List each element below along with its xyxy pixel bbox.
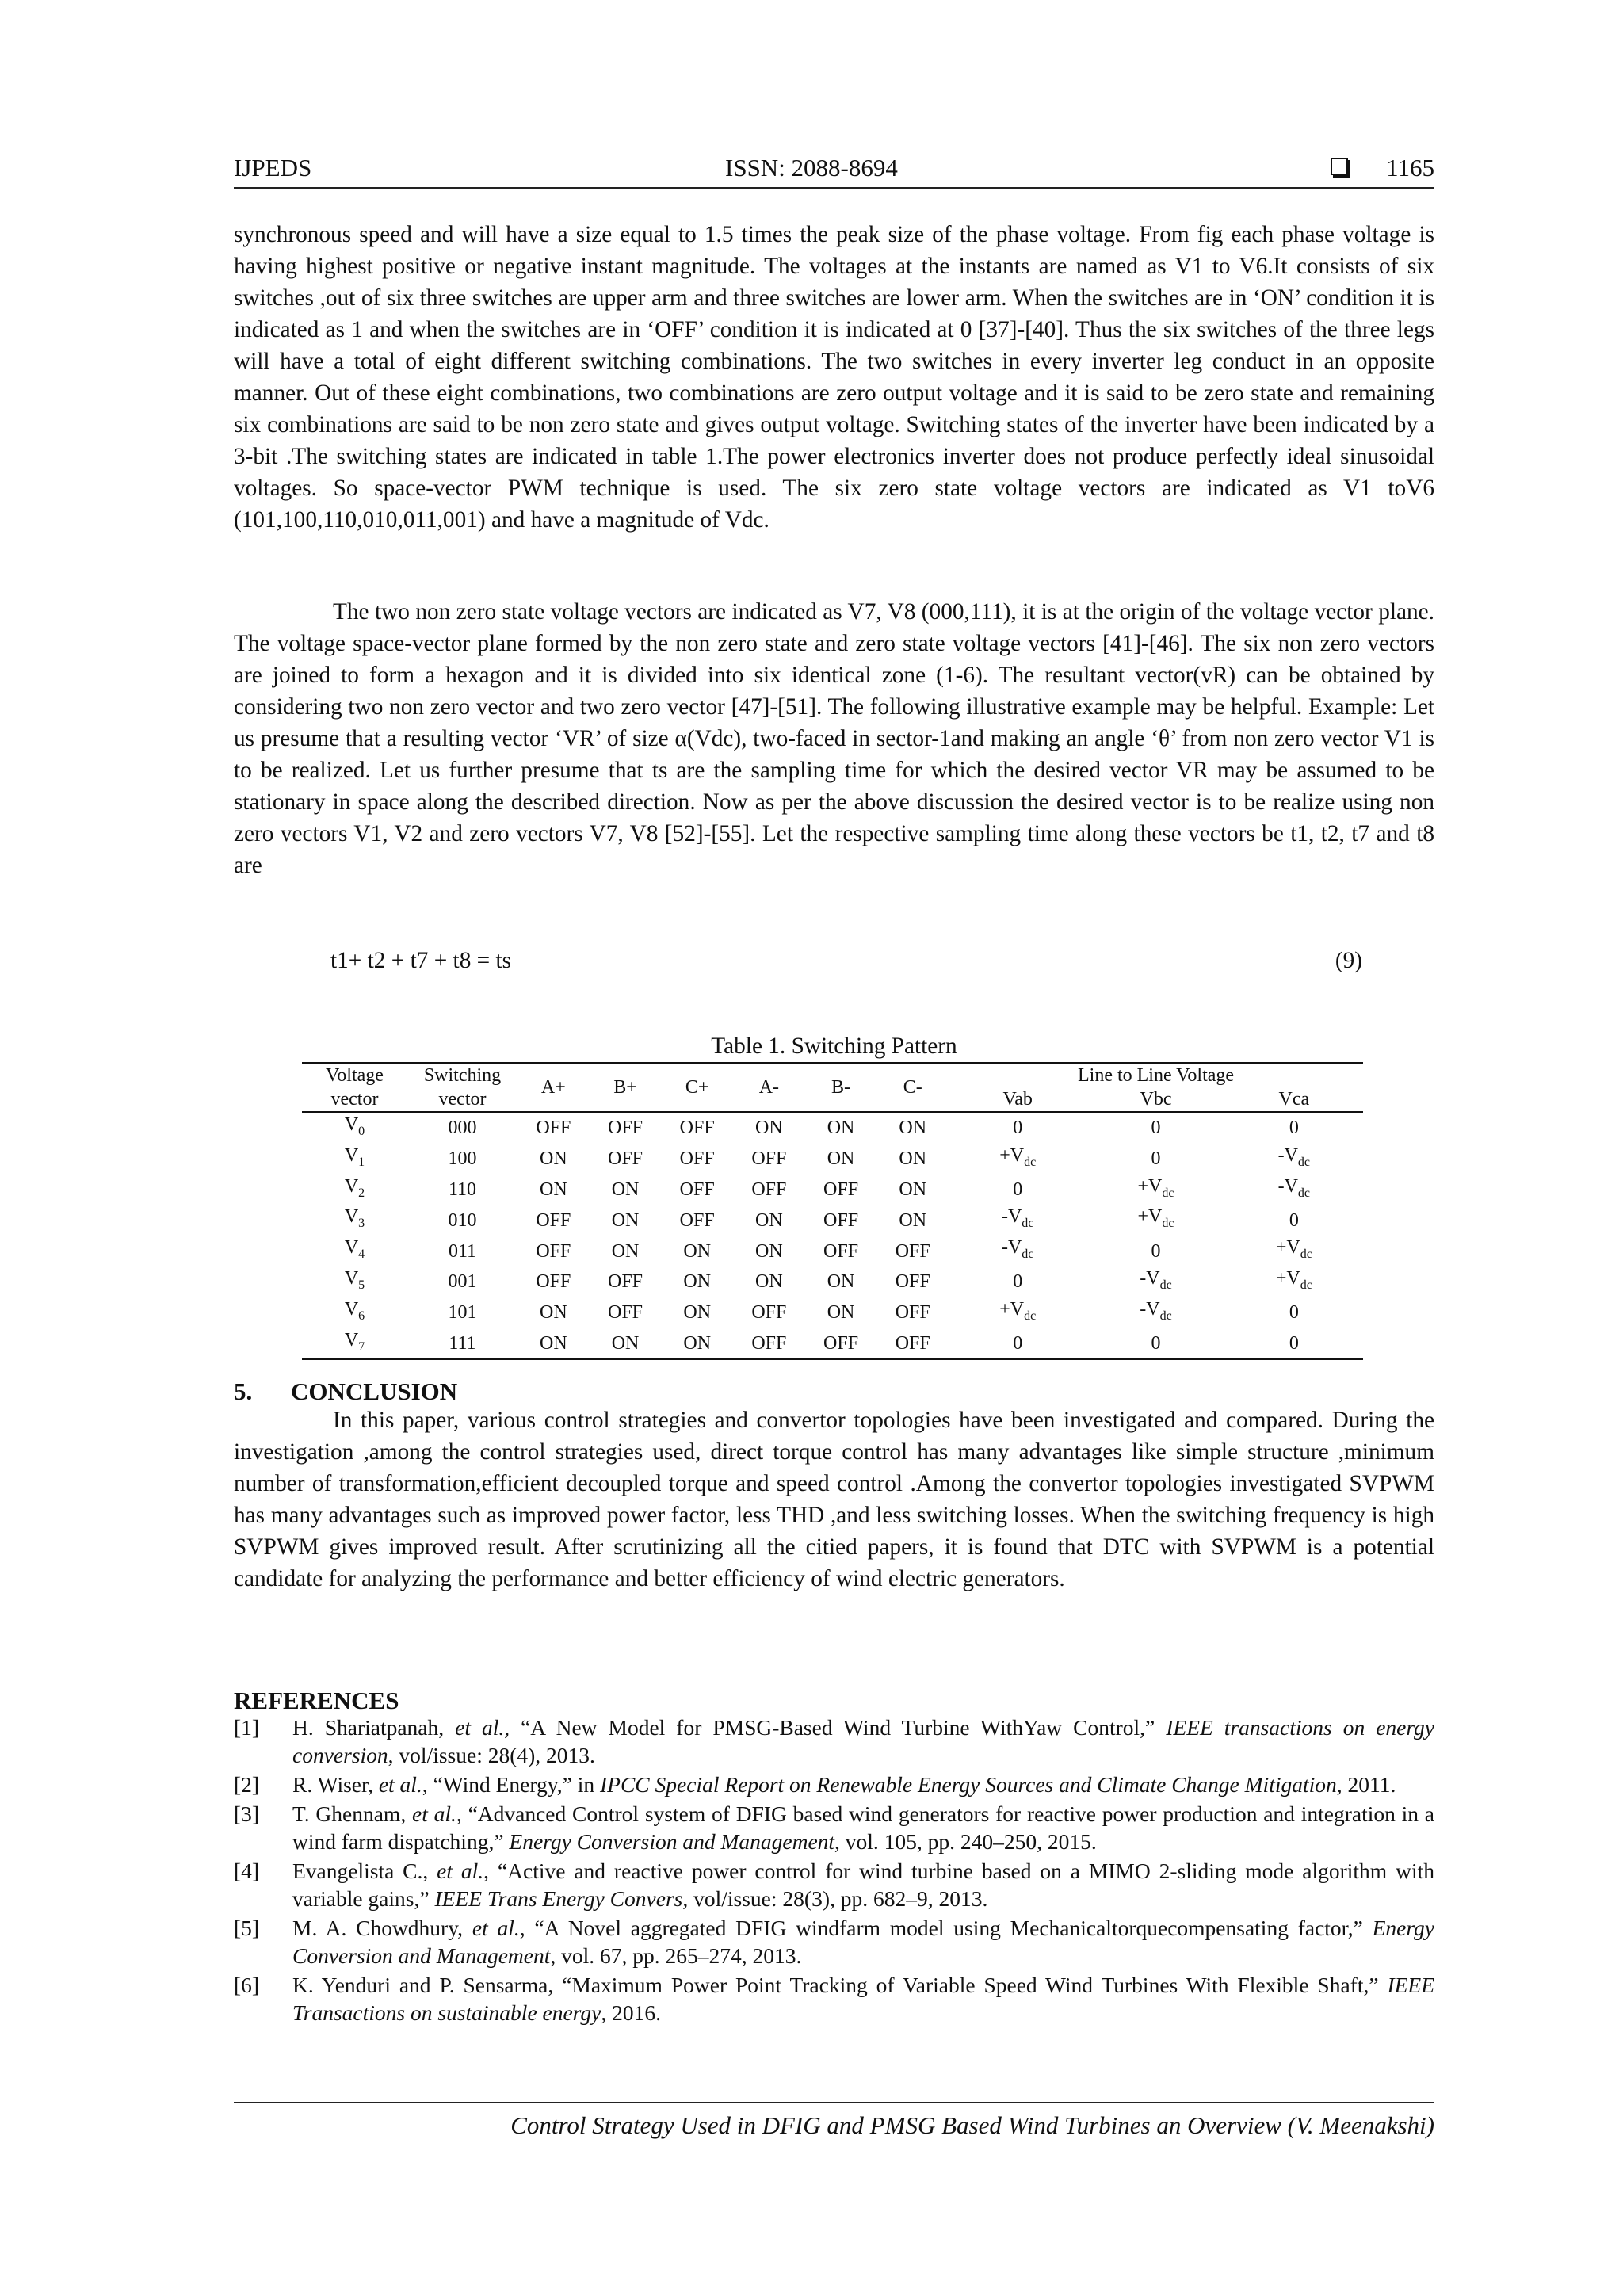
cell-switch-state: OFF [536,1209,571,1231]
cell-switch-state: OFF [895,1302,930,1324]
cell-switch-state: ON [683,1302,712,1324]
reference-item: [4] Evangelista C., et al., “Active and reactive power control for wind turbine based on a MIMO 2-sliding mode algorithm with variable gains,” IEEE Trans Energy Convers, vol/issue: 28(3), pp. 682–9, 2013. [234,1859,1434,1911]
journal-name: IJPEDS [234,154,312,181]
equation-text: t1+ t2 + t7 + t8 = ts [330,948,512,973]
table-row [302,1144,1363,1175]
checkbox-square-icon [1331,158,1348,175]
cell-switching-vector: 100 [448,1148,477,1170]
cell-line-voltage: 0 [1225,1328,1363,1360]
col-header-vca: Vca [1225,1087,1363,1112]
cell-line-voltage: 0 [1289,1302,1299,1324]
cell-line-voltage: 0 [1289,1209,1299,1231]
cell-switch-state: ON [683,1271,712,1293]
col-header-c-plus: C+ [661,1063,733,1112]
reference-list [234,1713,1434,2028]
cell-line-voltage: 0 [1013,1117,1023,1139]
cell-switch-state: ON [590,1328,662,1360]
cell-line-voltage: 0 [1289,1117,1299,1139]
col-header-a-plus: A+ [517,1063,590,1112]
table-body [302,1112,1363,1359]
cell-switch-state: OFF [751,1148,787,1170]
cell-line-voltage: 0 [1013,1271,1023,1293]
cell-switch-state: OFF [895,1240,930,1262]
cell-line-voltage: $+V_{dc}$ [1275,1237,1312,1261]
table-row [302,1266,1363,1297]
references-heading: REFERENCES [234,1687,399,1714]
reference-item: [3] T. Ghennam, et al., “Advanced Control system of DFIG based wind generators for reactive power production and integration in a wind farm dispatching,” Energy Conversion and Management, vol. 105, pp. 240–250, 2015. [234,1801,1435,1854]
reference-item: [5] M. A. Chowdhury, et al., “A Novel aggregated DFIG windfarm model using Mechanicaltorquecompensating factor,” Energy Conversion and Management, vol. 67, pp. 265–274, 2013. [234,1916,1435,1968]
table-row [302,1205,1363,1236]
table-row [302,1328,1363,1360]
cell-switch-state: ON [611,1209,640,1231]
cell-line-voltage: $+V_{dc}$ [999,1144,1037,1169]
cell-switch-state: OFF [608,1302,643,1324]
cell-voltage-vector: $V_5$ [344,1267,365,1292]
page-footer: Control Strategy Used in DFIG and PMSG Based Wind Turbines an Overview (V. Meenakshi) [234,2102,1434,2141]
switching-pattern-table [302,1062,1363,1360]
cell-switch-state: ON [517,1328,590,1360]
cell-line-voltage: $+V_{dc}$ [1275,1267,1312,1292]
table-row [302,1112,1363,1144]
cell-line-voltage: 0 [1151,1148,1161,1170]
cell-switch-state: OFF [751,1179,787,1200]
reference-item: [6] K. Yenduri and P. Sensarma, “Maximum Power Point Tracking of Variable Speed Wind Turbines With Flexible Shaft,” IEEE Transactions on sustainable energy, 2016. [234,1973,1434,2025]
page-number-block [1331,152,1434,184]
cell-line-voltage: $-V_{dc}$ [1001,1237,1034,1261]
cell-line-voltage: 0 [1086,1328,1224,1360]
cell-switch-state: ON [611,1240,640,1262]
cell-line-voltage: 0 [1151,1117,1161,1139]
table-row [302,1175,1363,1205]
issn: ISSN: 2088-8694 [725,154,898,181]
conclusion-paragraph: In this paper, various control strategies and convertor topologies have been investigated and compared. During the investigation ,among the control strategies used, direct torque control has many advantages like simple structure ,minimum number of transformation,efficient decoupled torque and speed control .Among the convertor topologies investigated SVPWM has many advantages such as improved power factor, less THD ,and less switching losses. When the switching frequency is high SVPWM gives improved result. After scrutinizing all the citied papers, it is found that DTC with SVPWM is a potential candidate for analyzing the performance and better efficiency of wind electric generators. [234,1408,1434,1591]
cell-switch-state: ON [755,1209,783,1231]
cell-switch-state: OFF [536,1271,571,1293]
cell-switch-state: ON [755,1271,783,1293]
cell-line-voltage: $-V_{dc}$ [1140,1298,1172,1323]
cell-switch-state: OFF [536,1240,571,1262]
cell-switch-state: ON [661,1328,733,1360]
cell-switch-state: ON [540,1302,567,1324]
section-heading-conclusion: 5. CONCLUSION [234,1377,458,1405]
cell-switch-state: ON [540,1179,567,1200]
cell-switch-state: ON [899,1179,927,1200]
col-header-vbc: Vbc [1086,1087,1224,1112]
cell-switch-state: OFF [823,1209,859,1231]
col-header-c-minus: C- [876,1063,949,1112]
col-header-b-minus: B- [805,1063,877,1112]
cell-switch-state: OFF [679,1209,715,1231]
cell-switch-state: ON [899,1148,927,1170]
col-header-switching-vector: Switching vector [407,1063,517,1112]
col-header-vab: Vab [949,1087,1086,1112]
col-header-b-plus: B+ [590,1063,662,1112]
cell-switch-state: OFF [536,1117,571,1139]
cell-switch-state: ON [683,1240,712,1262]
cell-switch-state: OFF [751,1302,787,1324]
cell-switch-state: OFF [895,1271,930,1293]
cell-switch-state: ON [827,1271,855,1293]
cell-line-voltage: $+V_{dc}$ [1137,1175,1174,1200]
cell-voltage-vector: $V_1$ [344,1144,365,1169]
page-header [234,152,1434,189]
cell-line-voltage: $-V_{dc}$ [1140,1267,1172,1292]
table-row [302,1236,1363,1266]
reference-item: [2] R. Wiser, et al., “Wind Energy,” in IPCC Special Report on Renewable Energy Sources and Climate Change Mitigation, 2011. [234,1772,1396,1797]
cell-switch-state: OFF [805,1328,877,1360]
cell-switch-state: ON [827,1117,855,1139]
cell-switch-state: OFF [733,1328,805,1360]
cell-line-voltage: $+V_{dc}$ [999,1298,1037,1323]
equation-number: (9) [1335,948,1362,973]
body-paragraph-1: synchronous speed and will have a size equal to 1.5 times the peak size of the phase voltage. From fig each phase voltage is having highest positive or negative instant magnitude. The voltages at the instants are named as V1 to V6.It consists of six switches ,out of six three switches are upper arm and three switches are lower arm. When the switches are in ‘ON’ condition it is indicated as 1 and when the switches are in ‘OFF’ condition it is indicated at 0 [37]-[40]. Thus the six switches of the three legs will have a total of eight different switching combinations. The two switches in every inverter leg conduct in an opposite manner. Out of these eight combinations, two combinations are zero output voltage and it is said to be zero state and remaining six combinations are said to be non zero state and gives output voltage. Switching states of the inverter have been indicated by a 3-bit .The switching states are indicated in table 1.The power electronics inverter does not produce perfectly ideal sinusoidal voltages. So space-vector PWM technique is used. The six zero state voltage vectors are indicated as V1 toV6 (101,100,110,010,011,001) and have a magnitude of Vdc. [234,222,1434,533]
cell-switching-vector: 111 [407,1328,517,1360]
cell-switching-vector: 110 [448,1179,477,1200]
cell-line-voltage: $-V_{dc}$ [1001,1206,1034,1231]
cell-switch-state: OFF [679,1179,715,1200]
cell-switch-state: OFF [823,1240,859,1262]
cell-switching-vector: 101 [448,1302,477,1324]
cell-switch-state: OFF [608,1148,643,1170]
cell-switch-state: ON [755,1117,783,1139]
cell-switch-state: OFF [608,1117,643,1139]
cell-line-voltage: 0 [949,1328,1086,1360]
cell-voltage-vector: $V_0$ [344,1114,365,1138]
cell-switch-state: ON [755,1240,783,1262]
cell-switch-state: ON [611,1179,640,1200]
cell-switch-state: OFF [876,1328,949,1360]
cell-switch-state: OFF [608,1271,643,1293]
cell-voltage-vector: $V_3$ [344,1206,365,1231]
cell-switch-state: OFF [823,1179,859,1200]
cell-switch-state: ON [827,1148,855,1170]
cell-line-voltage: $+V_{dc}$ [1137,1206,1174,1231]
reference-item: [1] H. Shariatpanah, et al., “A New Model for PMSG-Based Wind Turbine WithYaw Control,” IEEE transactions on energy conversion, vol/issue: 28(4), 2013. [234,1715,1434,1767]
cell-line-voltage: 0 [1013,1179,1023,1200]
col-header-voltage-vector: Voltage vector [302,1063,407,1112]
table-row [302,1297,1363,1328]
cell-voltage-vector: $V_6$ [344,1298,365,1323]
cell-switch-state: ON [899,1209,927,1231]
cell-voltage-vector: $V_2$ [344,1175,365,1200]
cell-line-voltage: $-V_{dc}$ [1277,1175,1311,1200]
cell-line-voltage: 0 [1151,1240,1161,1262]
col-header-a-minus: A- [733,1063,805,1112]
cell-line-voltage: $-V_{dc}$ [1277,1144,1311,1169]
cell-switching-vector: 000 [448,1117,477,1139]
cell-switch-state: OFF [679,1117,715,1139]
col-header-line-to-line: Line to Line Voltage [949,1063,1363,1087]
cell-switch-state: ON [540,1148,567,1170]
cell-switch-state: OFF [679,1148,715,1170]
cell-voltage-vector: $V_7$ [302,1328,407,1360]
body-paragraph-2: The two non zero state voltage vectors are indicated as V7, V8 (000,111), it is at the origin of the voltage vector plane. The voltage space-vector plane formed by the non zero state and zero state voltage vectors [41]-[46]. The six non zero vectors are joined to form a hexagon and it is divided into six identical zone (1-6). The resultant vector(vR) can be obtained by considering two non zero vector and two zero vector [47]-[51]. The following illustrative example may be helpful. Example: Let us presume that a resulting vector ‘VR’ of size α(Vdc), two-faced in sector-1and making an angle ‘θ’ from non zero vector V1 is to be realized. Let us further presume that ts are the sampling time for which the desired vector VR may be assumed to be stationary in space along the described direction. Now as per the above discussion the desired vector is to be realize using non zero vectors V1, V2 and zero vectors V7, V8 [52]-[55]. Let the respective sampling time along these vectors be t1, t2, t7 and t8 are [234,599,1434,878]
cell-voltage-vector: $V_4$ [344,1237,365,1261]
equation-9 [330,945,1362,976]
cell-switching-vector: 011 [448,1240,477,1262]
cell-switch-state: ON [899,1117,927,1139]
cell-switch-state: ON [827,1302,855,1324]
cell-switching-vector: 001 [448,1271,477,1293]
table-caption: Table 1. Switching Pattern [711,1033,957,1059]
cell-switching-vector: 010 [448,1209,477,1231]
page-number: 1165 [1386,154,1434,181]
